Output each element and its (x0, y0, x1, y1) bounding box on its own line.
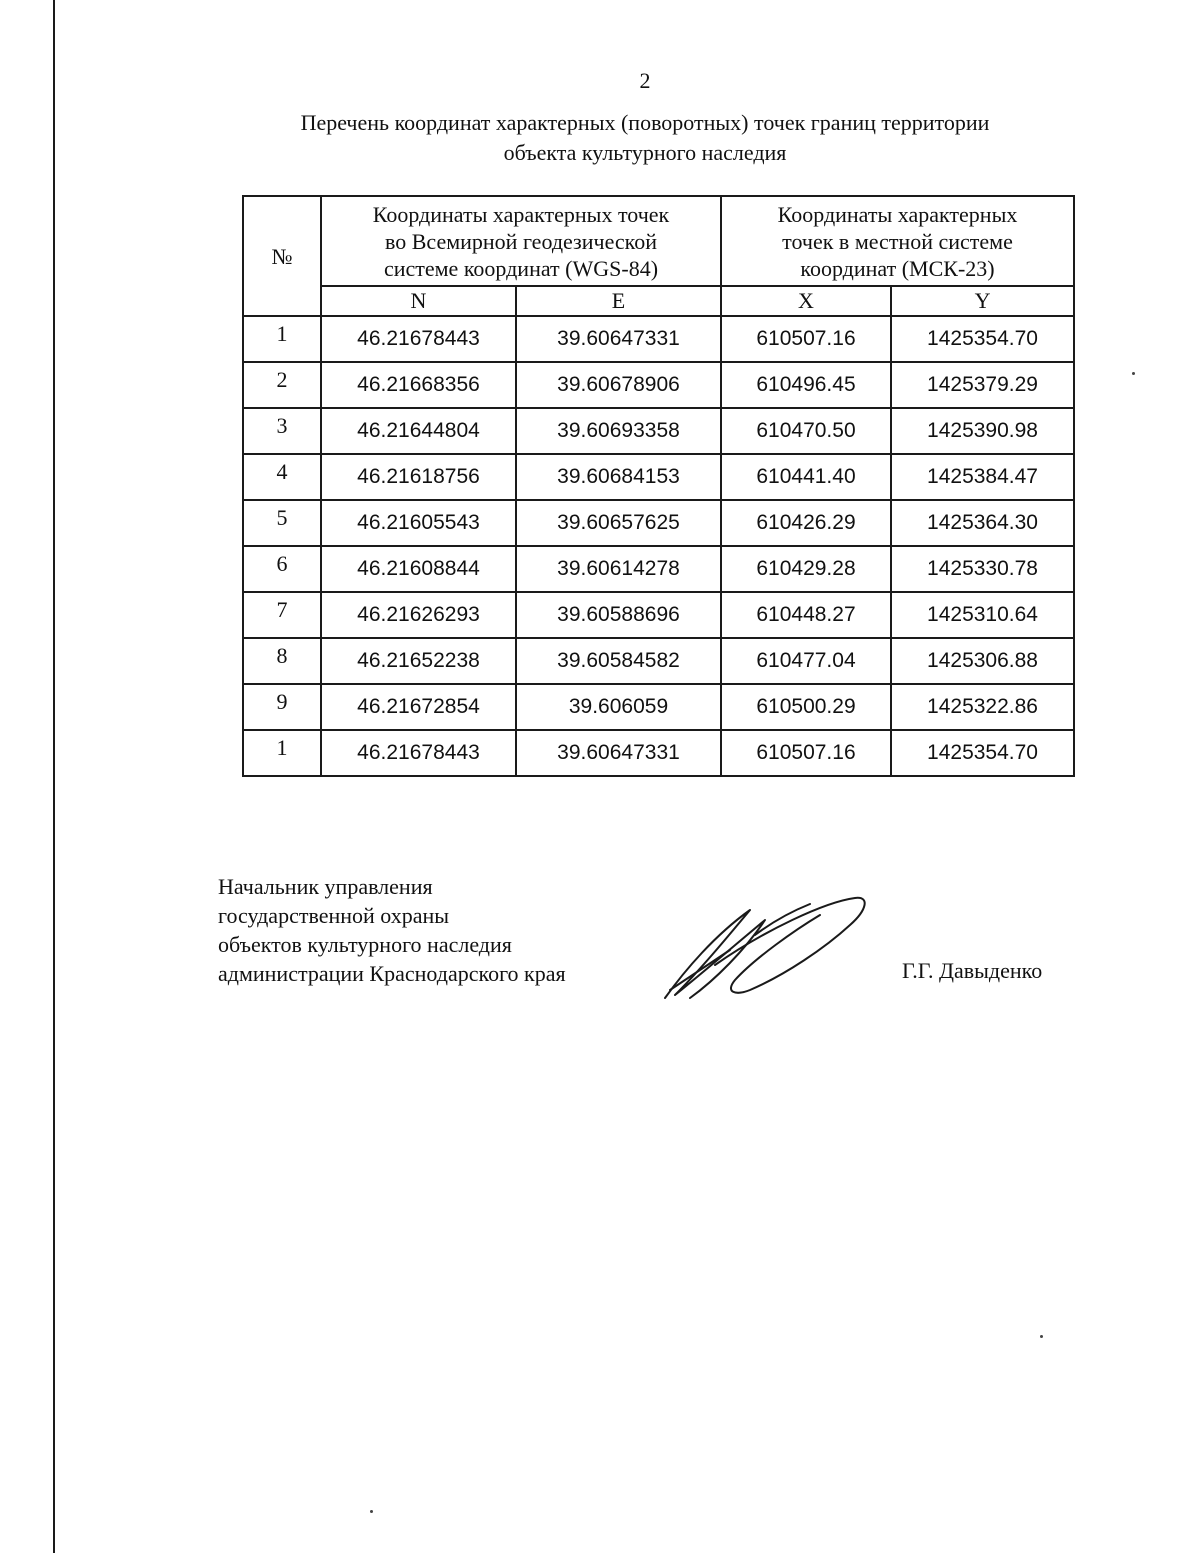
cell-x: 610426.29 (721, 500, 891, 546)
cell-point-number: 8 (243, 638, 321, 684)
header-msk23-group (721, 196, 1074, 286)
cell-point-number: 3 (243, 408, 321, 454)
header-number: № (243, 196, 321, 316)
cell-n: 46.21644804 (321, 408, 516, 454)
cell-x: 610507.16 (721, 316, 891, 362)
cell-y: 1425384.47 (891, 454, 1074, 500)
header-msk23-line-2: точек в местной системе (782, 228, 1013, 254)
table-row (243, 500, 1074, 546)
cell-x: 610441.40 (721, 454, 891, 500)
cell-x: 610429.28 (721, 546, 891, 592)
cell-point-number: 7 (243, 592, 321, 638)
cell-y: 1425354.70 (891, 730, 1074, 776)
scan-speck (1040, 1335, 1043, 1338)
header-wgs84-line-3: системе координат (WGS-84) (383, 255, 659, 281)
signer-name: Г.Г. Давыденко (902, 958, 1043, 983)
cell-x: 610477.04 (721, 638, 891, 684)
cell-e: 39.60684153 (516, 454, 721, 500)
table-row (243, 592, 1074, 638)
cell-e: 39.60693358 (516, 408, 721, 454)
cell-point-number: 6 (243, 546, 321, 592)
binding-margin-line (53, 0, 55, 1553)
table-row (243, 408, 1074, 454)
position-line-1: Начальник управления (218, 874, 433, 899)
header-e: E (516, 286, 721, 316)
signatory-position (218, 872, 566, 988)
cell-point-number: 1 (243, 316, 321, 362)
cell-e: 39.60584582 (516, 638, 721, 684)
header-x: X (721, 286, 891, 316)
cell-point-number: 4 (243, 454, 321, 500)
cell-n: 46.21678443 (321, 316, 516, 362)
cell-e: 39.606059 (516, 684, 721, 730)
cell-point-number: 5 (243, 500, 321, 546)
cell-y: 1425354.70 (891, 316, 1074, 362)
cell-n: 46.21605543 (321, 500, 516, 546)
cell-x: 610500.29 (721, 684, 891, 730)
table-row (243, 362, 1074, 408)
cell-point-number: 9 (243, 684, 321, 730)
header-msk23-line-1: Координаты характерных (777, 201, 1018, 227)
header-msk23-line-3: координат (МСК-23) (800, 255, 995, 281)
cell-e: 39.60588696 (516, 592, 721, 638)
cell-y: 1425322.86 (891, 684, 1074, 730)
position-line-2: государственной охраны (218, 903, 450, 928)
cell-point-number: 2 (243, 362, 321, 408)
handwritten-signature (655, 890, 875, 1005)
table-row (243, 684, 1074, 730)
cell-y: 1425379.29 (891, 362, 1074, 408)
position-line-4: администрации Краснодарского края (218, 961, 566, 986)
table-row (243, 546, 1074, 592)
header-wgs84-group (321, 196, 721, 286)
table-row (243, 454, 1074, 500)
cell-y: 1425330.78 (891, 546, 1074, 592)
cell-x: 610496.45 (721, 362, 891, 408)
cell-y: 1425390.98 (891, 408, 1074, 454)
cell-x: 610448.27 (721, 592, 891, 638)
cell-n: 46.21672854 (321, 684, 516, 730)
page-number: 2 (639, 68, 651, 93)
cell-n: 46.21678443 (321, 730, 516, 776)
cell-x: 610507.16 (721, 730, 891, 776)
cell-n: 46.21652238 (321, 638, 516, 684)
document-title (200, 108, 1090, 168)
scan-speck (1132, 372, 1135, 375)
cell-x: 610470.50 (721, 408, 891, 454)
cell-y: 1425310.64 (891, 592, 1074, 638)
cell-y: 1425306.88 (891, 638, 1074, 684)
header-n: N (321, 286, 516, 316)
header-wgs84-line-1: Координаты характерных точек (372, 201, 670, 227)
coordinates-table (242, 195, 1075, 777)
header-wgs84-line-2: во Всемирной геодезической (385, 228, 657, 254)
table-row (243, 730, 1074, 776)
cell-e: 39.60647331 (516, 316, 721, 362)
cell-e: 39.60647331 (516, 730, 721, 776)
header-y: Y (891, 286, 1074, 316)
cell-n: 46.21618756 (321, 454, 516, 500)
scan-speck (370, 1510, 373, 1513)
title-line-2: объекта культурного наследия (503, 140, 787, 165)
cell-n: 46.21608844 (321, 546, 516, 592)
position-line-3: объектов культурного наследия (218, 932, 512, 957)
cell-e: 39.60678906 (516, 362, 721, 408)
cell-y: 1425364.30 (891, 500, 1074, 546)
table-row (243, 316, 1074, 362)
cell-n: 46.21668356 (321, 362, 516, 408)
cell-e: 39.60614278 (516, 546, 721, 592)
title-line-1: Перечень координат характерных (поворотных) точек границ территории (300, 110, 990, 135)
table-row (243, 638, 1074, 684)
cell-point-number: 1 (243, 730, 321, 776)
cell-e: 39.60657625 (516, 500, 721, 546)
cell-n: 46.21626293 (321, 592, 516, 638)
